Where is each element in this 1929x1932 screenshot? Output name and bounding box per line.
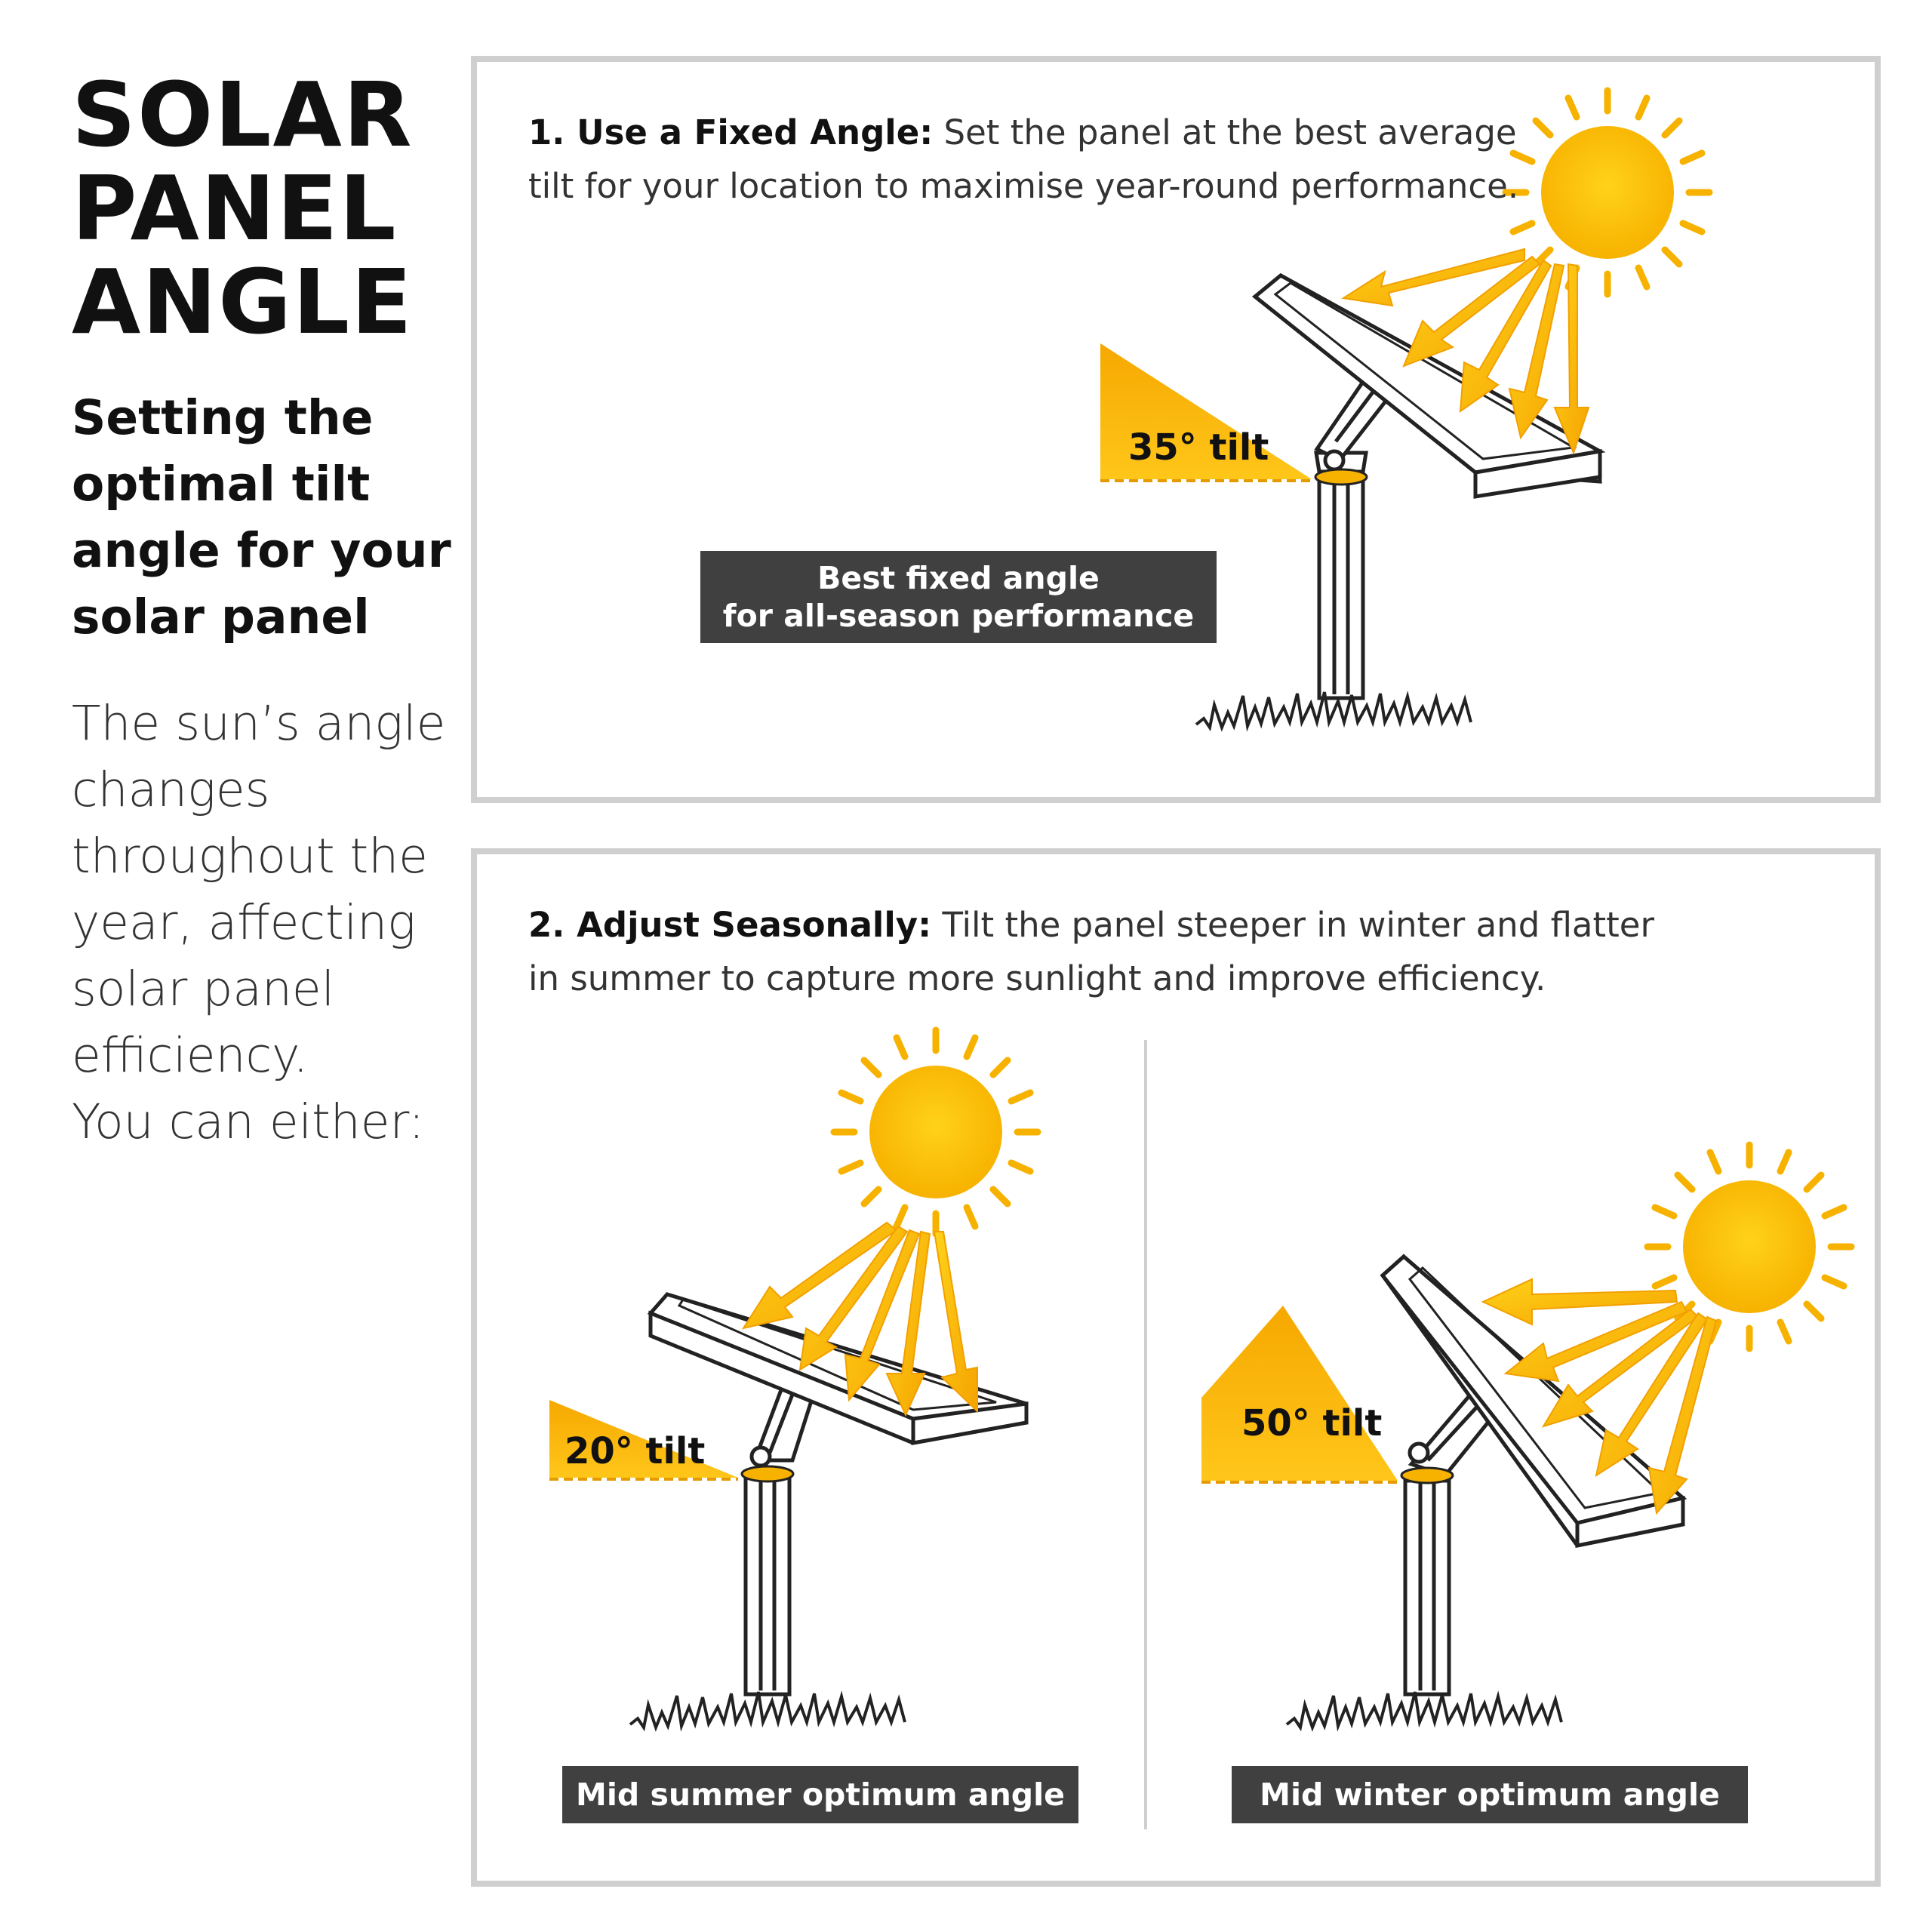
subtitle-line: angle for your (72, 523, 451, 578)
title-line: ANGLE (72, 250, 414, 354)
mount-post (1316, 377, 1392, 698)
intro-line: solar panel (72, 961, 335, 1017)
seasonal-description (528, 898, 1654, 1005)
fixed-angle-text-2: tilt for your location to maximise year-round performance. (528, 166, 1519, 206)
grass-icon (1287, 1692, 1561, 1727)
tilt-label-20: 20° tilt (565, 1430, 706, 1472)
fixed-angle-heading: 1. Use a Fixed Angle: (528, 112, 934, 152)
tilt-label-50: 50° tilt (1241, 1402, 1383, 1444)
intro-line: throughout the (72, 829, 428, 884)
caption-line: for all-season performance (722, 598, 1195, 634)
seasonal-heading: 2. Adjust Seasonally: (528, 905, 932, 945)
seasonal-text-1: Tilt the panel steeper in winter and flatter (942, 905, 1654, 945)
intro-line: changes (72, 762, 270, 817)
summer-scene (549, 1030, 1038, 1727)
intro-line: The sun’s angle (72, 696, 446, 751)
subtitle-line: Setting the (72, 390, 374, 445)
tilt-label-35: 35° tilt (1128, 426, 1269, 469)
winter-caption: Mid winter optimum angle (1232, 1766, 1748, 1823)
intro-line: year, affecting (72, 895, 416, 950)
mount-post (1405, 1389, 1502, 1694)
seasonal-text-2: in summer to capture more sunlight and improve efficiency. (528, 958, 1546, 998)
caption-line: Best fixed angle (817, 560, 1100, 596)
title-line: PANEL (72, 156, 398, 260)
fixed-angle-text-1: Set the panel at the best average (943, 112, 1517, 152)
mount-post (746, 1370, 819, 1694)
subtitle-line: solar panel (72, 589, 370, 645)
intro-line: efficiency. (72, 1028, 309, 1083)
intro-line: You can either: (72, 1094, 425, 1149)
fixed-angle-caption (700, 551, 1217, 643)
summer-caption: Mid summer optimum angle (562, 1766, 1078, 1823)
tilt-wedge (1201, 1306, 1398, 1481)
title-line: SOLAR (72, 63, 414, 167)
fixed-angle-description (528, 106, 1518, 213)
grass-icon (630, 1692, 905, 1727)
subtitle-line: optimal tilt (72, 457, 371, 512)
sun-icon (834, 1030, 1038, 1234)
